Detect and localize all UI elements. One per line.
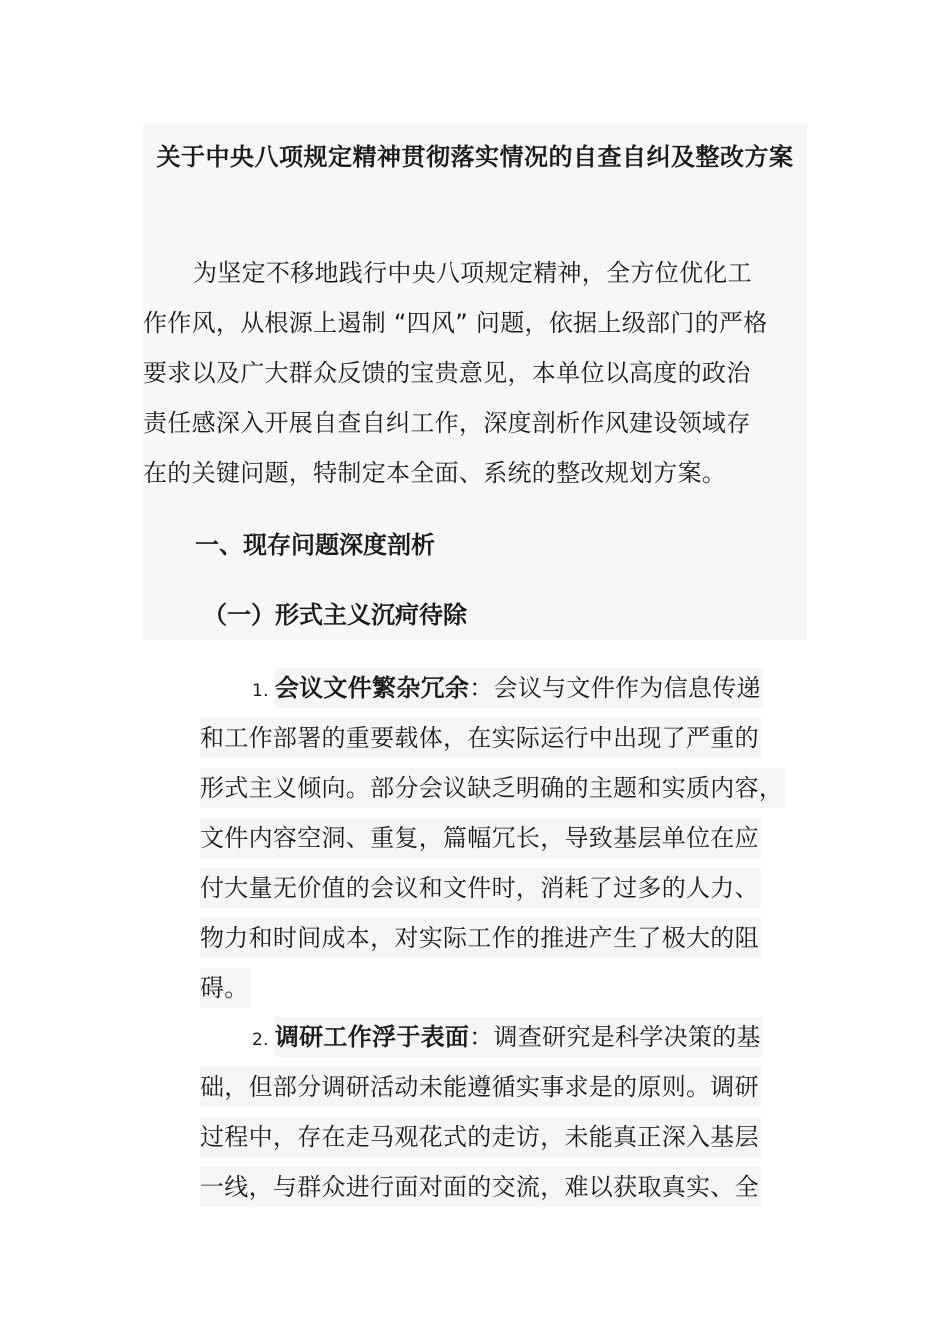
item-line: 一线，与群众进行面对面的交流，难以获取真实、全	[200, 1167, 761, 1207]
item-line: 和工作部署的重要载体，在实际运行中出现了严重的	[200, 718, 761, 758]
item-keyword: 会议文件繁杂冗余	[274, 674, 470, 702]
item-line: 物力和时间成本，对实际工作的推进产生了极大的阻	[200, 918, 761, 958]
item-first-line	[200, 1012, 832, 1062]
item-line: 础，但部分调研活动未能遵循实事求是的原则。调研	[200, 1067, 761, 1107]
item-first-line	[200, 663, 832, 713]
document-title: 关于中央八项规定精神贯彻落实情况的自查自纠及整改方案	[156, 143, 794, 171]
item-number: 1.	[252, 681, 269, 701]
item-keyword: 调研工作浮于表面	[274, 1023, 470, 1051]
item-line: 形式主义倾向。部分会议缺乏明确的主题和实质内容，	[200, 768, 785, 808]
intro-line: 作作风，从根源上遏制 “四风” 问题，依据上级部门的严格	[143, 309, 768, 337]
intro-paragraph	[143, 248, 793, 498]
list-item	[200, 663, 832, 1013]
item-text: ：会议与文件作为信息传递	[469, 674, 761, 702]
item-text: ：调查研究是科学决策的基	[469, 1023, 761, 1051]
subsection-heading: （一）形式主义沉疴待除	[203, 601, 467, 629]
item-line: 过程中，存在走马观花式的走访，未能真正深入基层	[200, 1117, 761, 1157]
item-line: 付大量无价值的会议和文件时，消耗了过多的人力、	[200, 868, 761, 908]
intro-line: 为坚定不移地践行中央八项规定精神，全方位优化工	[193, 259, 752, 287]
item-line: 碍。	[200, 968, 251, 1008]
intro-line: 要求以及广大群众反馈的宝贵意见，本单位以高度的政治	[143, 359, 751, 387]
item-line: 文件内容空洞、重复，篇幅冗长，导致基层单位在应	[200, 818, 761, 858]
item-number: 2.	[252, 1030, 269, 1050]
section-heading: 一、现存问题深度剖析	[195, 531, 435, 559]
intro-line: 责任感深入开展自查自纠工作，深度剖析作风建设领域存	[143, 409, 751, 437]
list-item	[200, 1012, 832, 1212]
intro-line: 在的关键问题，特制定本全面、系统的整改规划方案。	[143, 459, 727, 487]
